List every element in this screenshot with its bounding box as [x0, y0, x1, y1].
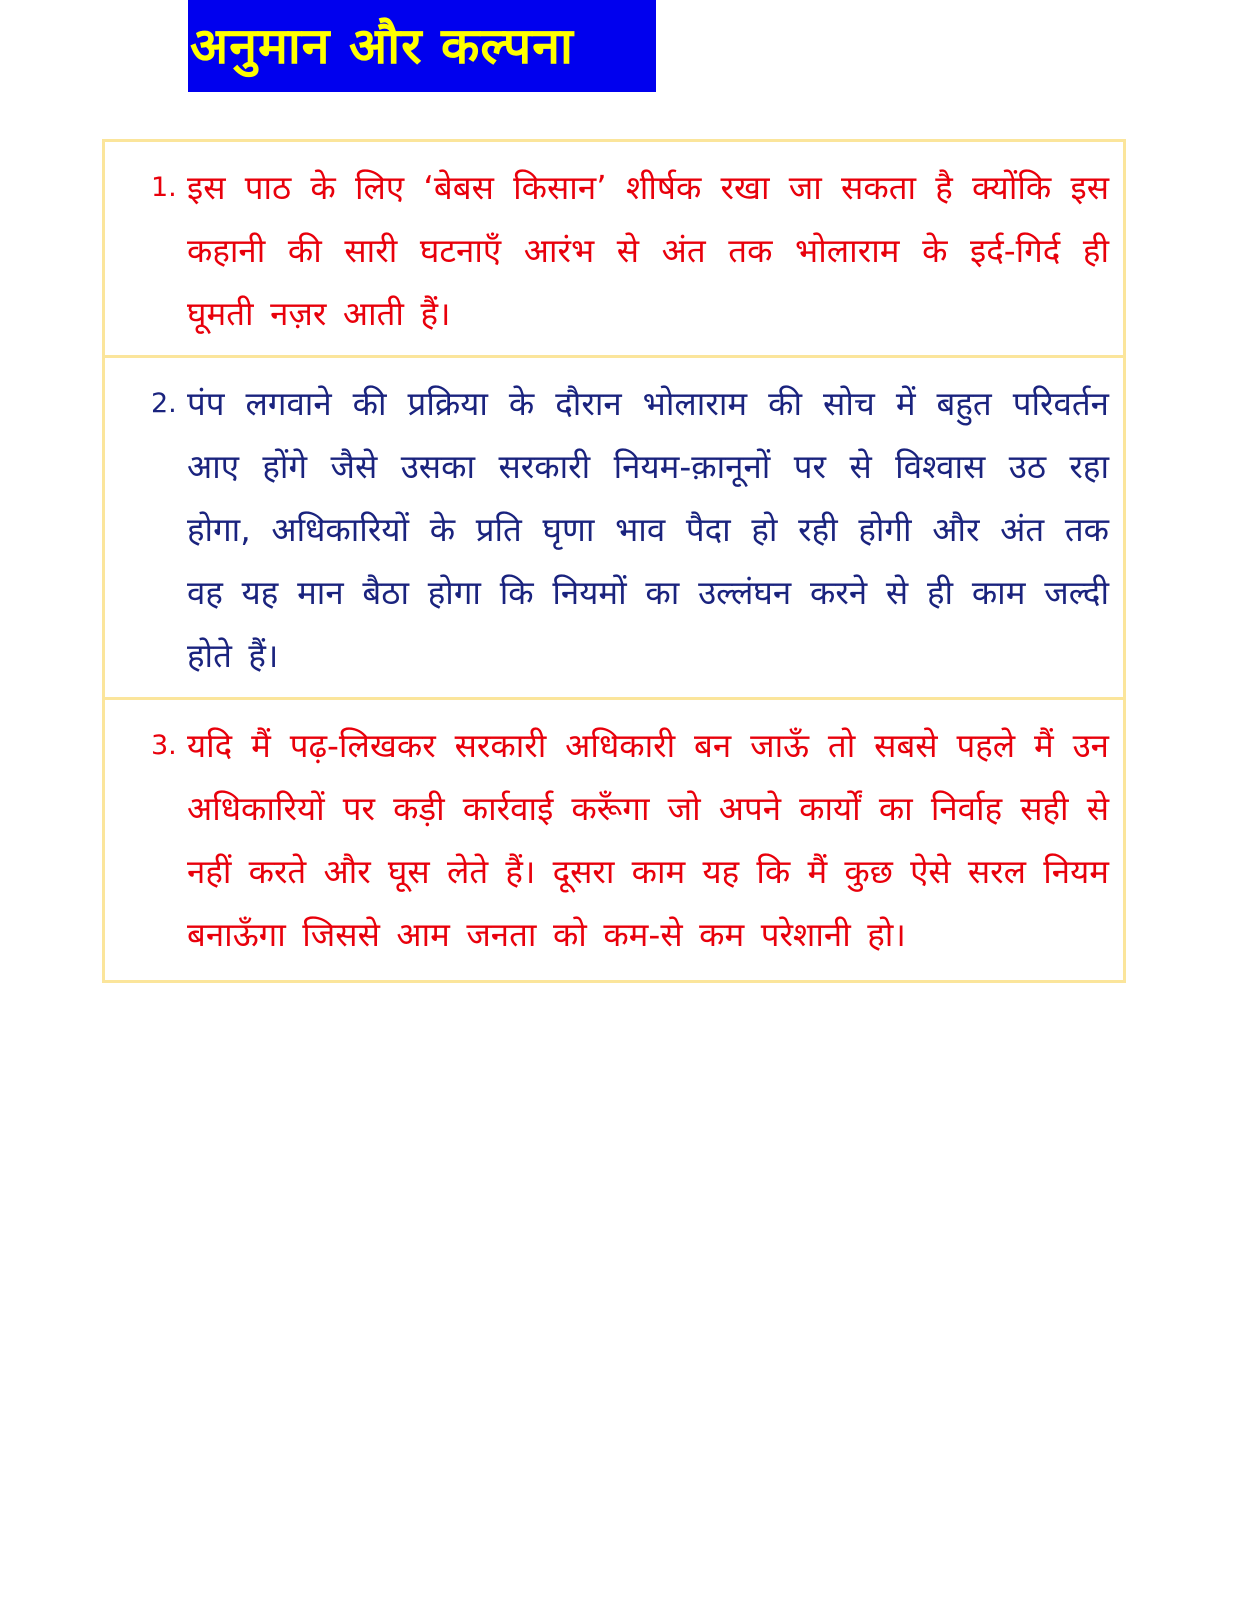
answer-text-2: पंप लगवाने की प्रक्रिया के दौरान भोलाराम की सोच में बहुत परिवर्तन आए होंगे जैसे उसका सरकारी नियम-क़ानूनों पर से विश्वास उठ रहा होगा, अधिकारियों के प्रति घृणा भाव पैदा हो रही होगी और अंत तक वह यह मान बैठा होगा कि नियमों का उल्लंघन करने से ही काम जल्दी होते हैं। — [187, 384, 1109, 675]
answer-row-1 — [105, 142, 1123, 358]
answer-table — [102, 139, 1126, 983]
answer-text-3: यदि मैं पढ़-लिखकर सरकारी अधिकारी बन जाऊँ तो सबसे पहले मैं उन अधिकारियों पर कड़ी कार्रवाई करूँगा जो अपने कार्यों का निर्वाह सही से नहीं करते और घूस लेते हैं। दूसरा काम यह कि मैं कुछ ऐसे सरल नियम बनाऊँगा जिससे आम जनता को कम-से कम परेशानी हो। — [187, 726, 1109, 954]
answer-row-3 — [105, 700, 1123, 980]
title-banner — [188, 0, 656, 92]
page-title: अनुमान और कल्पना — [190, 17, 574, 75]
answer-number-2: 2. — [151, 388, 177, 419]
answer-row-2 — [105, 358, 1123, 700]
answer-number-1: 1. — [151, 172, 177, 203]
answer-number-3: 3. — [151, 730, 177, 761]
answer-text-1: इस पाठ के लिए ‘बेबस किसान’ शीर्षक रखा जा सकता है क्योंकि इस कहानी की सारी घटनाएँ आरंभ से अंत तक भोलाराम के इर्द-गिर्द ही घूमती नज़र आती हैं। — [187, 168, 1109, 333]
